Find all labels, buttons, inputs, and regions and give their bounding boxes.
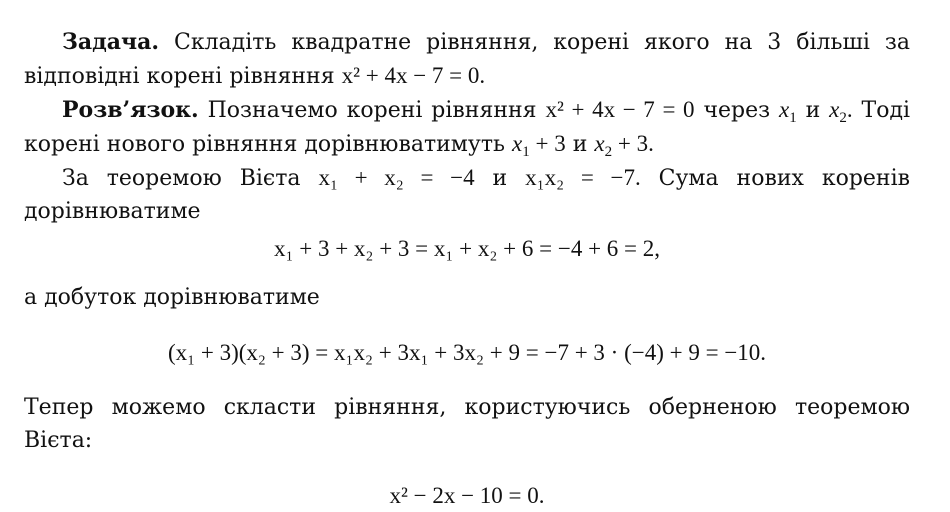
sum-display-equation: x₁ + 3 + x₂ + 3 = x₁ + x₂ + 6 = −4 + 6 = 2, [273, 236, 661, 261]
new-root-2: $x_2 + 3$. [594, 131, 654, 160]
problem-equation: x² + 4x − 7 = 0. [341, 63, 486, 88]
vieta-paragraph [24, 161, 910, 228]
solution-paragraph [24, 93, 910, 161]
solution-and-2: и [572, 132, 588, 157]
product-text: а добуток дорівнюватиме [24, 285, 320, 310]
vieta-sum-text: Сума нових коренів дорівнюватиме [24, 166, 911, 224]
problem-text: Складіть квадратне рівняння, корені якого на 3 більші за відповідні корені рівняння [24, 30, 910, 89]
problem-paragraph [24, 26, 910, 93]
problem-label: Задача. [62, 29, 160, 55]
solution-then-text: Тоді корені нового рівняння дорівнюватимуть [24, 98, 911, 157]
solution-equation: x² + 4x − 7 = 0 [545, 97, 695, 122]
vieta-product-equation: x₁x₂ = −7. [525, 165, 641, 190]
new-root-1: $x_1 + 3$ [512, 131, 566, 160]
document-body [24, 26, 910, 512]
root-x1: $x_1$ [779, 97, 797, 126]
final-equation: x² − 2x − 10 = 0. [389, 483, 545, 508]
vieta-intro: За теоремою Вієта [62, 166, 301, 191]
solution-label: Розв’язок. [62, 97, 199, 123]
solution-via: через [703, 98, 771, 123]
solution-and: и [805, 98, 821, 123]
product-display-equation: (x₁ + 3)(x₂ + 3) = x₁x₂ + 3x₁ + 3x₂ + 9 = −7 + 3 · (−4) + 9 = −10. [167, 340, 767, 365]
final-text: Тепер можемо скласти рівняння, користуючись оберненою теоремою Вієта: [24, 395, 910, 453]
vieta-sum-equation: x₁ + x₂ = −4 [318, 165, 475, 190]
root-x2: $x_2$. [829, 97, 853, 126]
solution-text: Позначемо корені рівняння [207, 98, 537, 123]
vieta-and: и [492, 166, 508, 191]
